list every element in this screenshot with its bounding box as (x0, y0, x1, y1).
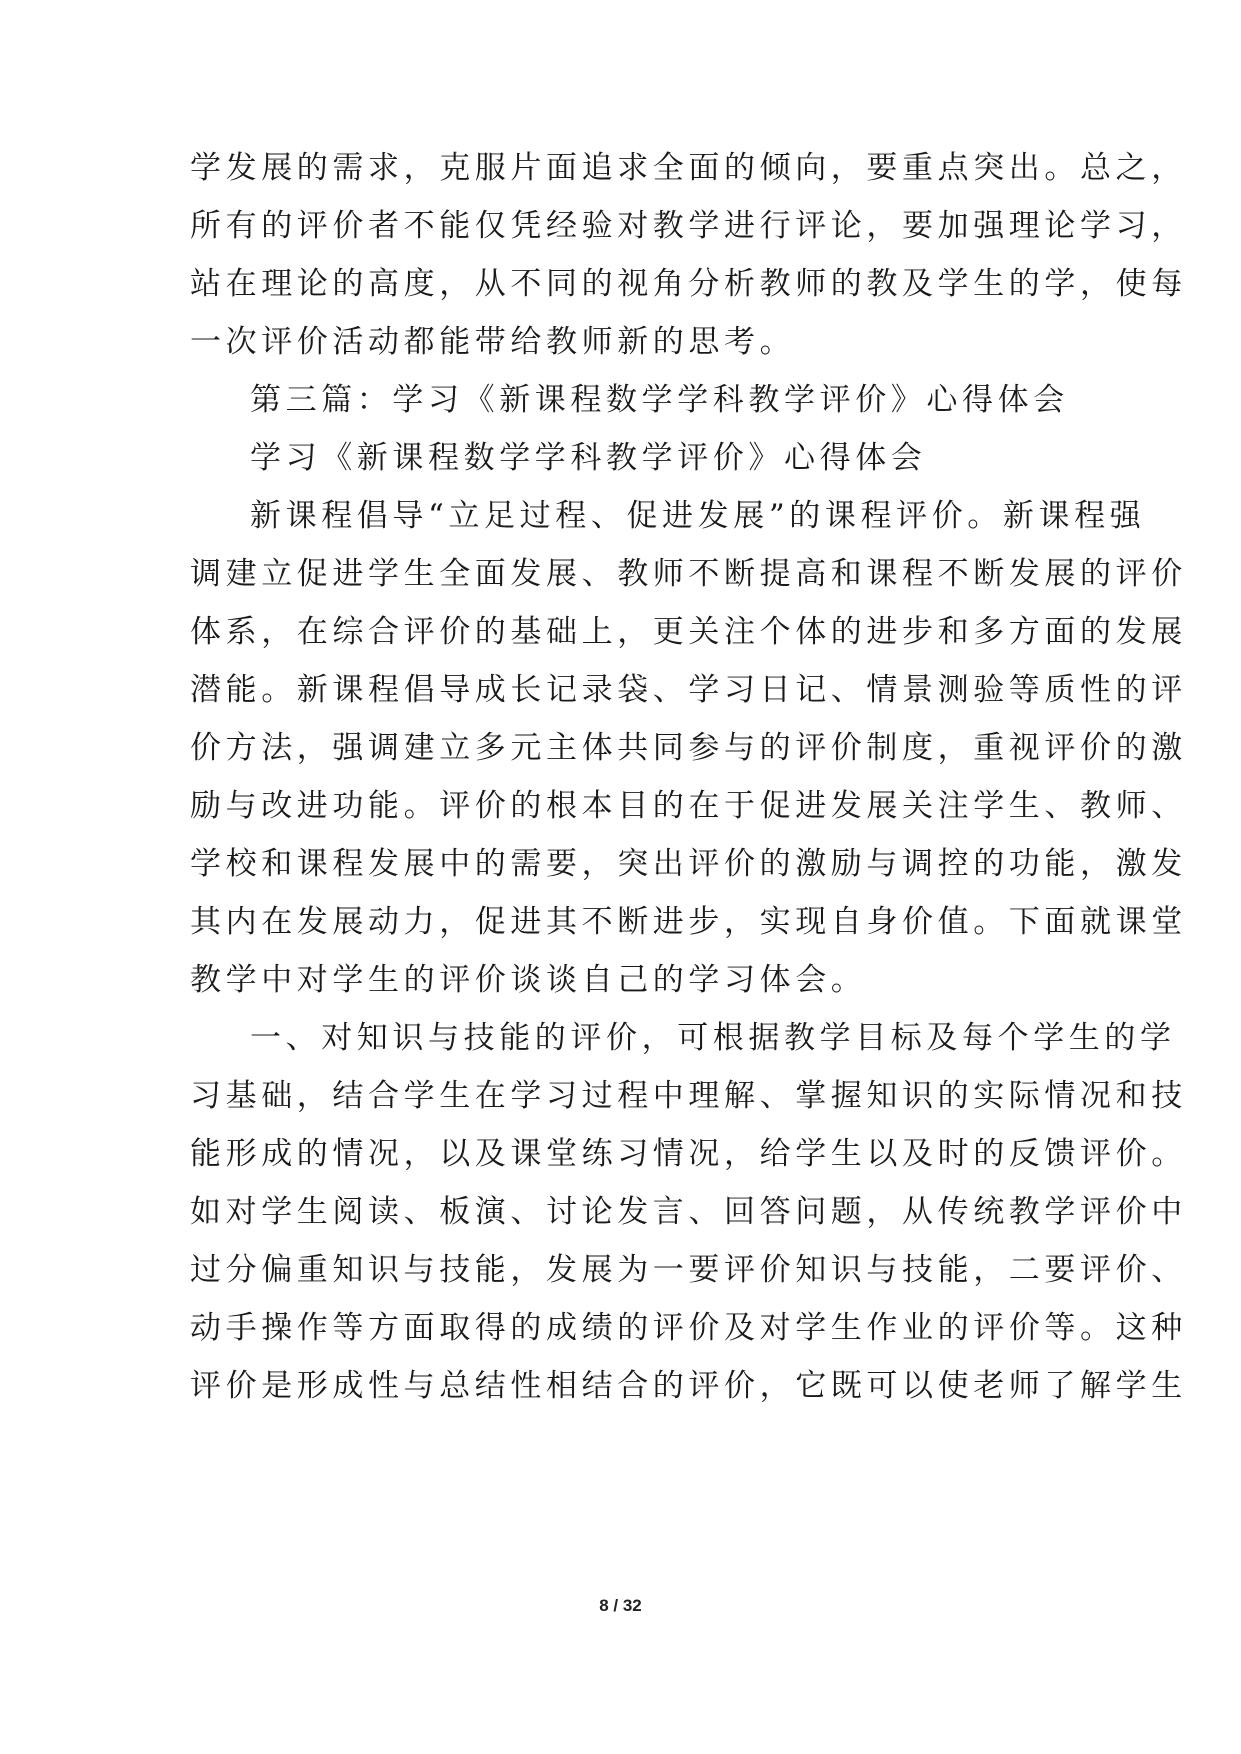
article-title: 学习《新课程数学学科教学评价》心得体会 (250, 440, 927, 476)
text-line: 教学中对学生的评价谈谈自己的学习体会。 (190, 962, 867, 998)
text-line: 其内在发展动力，促进其不断进步，实现自身价值。下面就课堂 (190, 904, 1187, 940)
text-line: 所有的评价者不能仅凭经验对教学进行评论，要加强理论学习， (190, 208, 1187, 244)
text-line: 动手操作等方面取得的成绩的评价及对学生作业的评价等。这种 (190, 1310, 1187, 1346)
page-number: 8 / 32 (599, 1596, 642, 1615)
text-line: 过分偏重知识与技能，发展为一要评价知识与技能，二要评价、 (190, 1252, 1187, 1288)
text-line: 学校和课程发展中的需要，突出评价的激励与调控的功能，激发 (190, 846, 1187, 882)
text-line: 调建立促进学生全面发展、教师不断提高和课程不断发展的评价 (190, 556, 1187, 592)
paragraph-start: 一、对知识与技能的评价，可根据教学目标及每个学生的学 (250, 1020, 1176, 1056)
text-line: 学发展的需求，克服片面追求全面的倾向，要重点突出。总之， (190, 150, 1187, 186)
text-line: 价方法，强调建立多元主体共同参与的评价制度，重视评价的激 (190, 730, 1187, 766)
text-line: 如对学生阅读、板演、讨论发言、回答问题，从传统教学评价中 (190, 1194, 1187, 1230)
text-line: 评价是形成性与总结性相结合的评价，它既可以使老师了解学生 (190, 1368, 1187, 1404)
text-line: 能形成的情况，以及课堂练习情况，给学生以及时的反馈评价。 (190, 1136, 1187, 1172)
text-line: 潜能。新课程倡导成长记录袋、学习日记、情景测验等质性的评 (190, 672, 1187, 708)
paragraph-start: 新课程倡导“立足过程、促进发展”的课程评价。新课程强 (250, 498, 1146, 534)
text-line: 一次评价活动都能带给教师新的思考。 (190, 324, 796, 360)
text-line: 站在理论的高度，从不同的视角分析教师的教及学生的学，使每 (190, 266, 1187, 302)
text-line: 励与改进功能。评价的根本目的在于促进发展关注学生、教师、 (190, 788, 1187, 824)
text-line: 体系，在综合评价的基础上，更关注个体的进步和多方面的发展 (190, 614, 1187, 650)
section-heading: 第三篇：学习《新课程数学学科教学评价》心得体会 (250, 382, 1069, 418)
text-line: 习基础，结合学生在学习过程中理解、掌握知识的实际情况和技 (190, 1078, 1187, 1114)
